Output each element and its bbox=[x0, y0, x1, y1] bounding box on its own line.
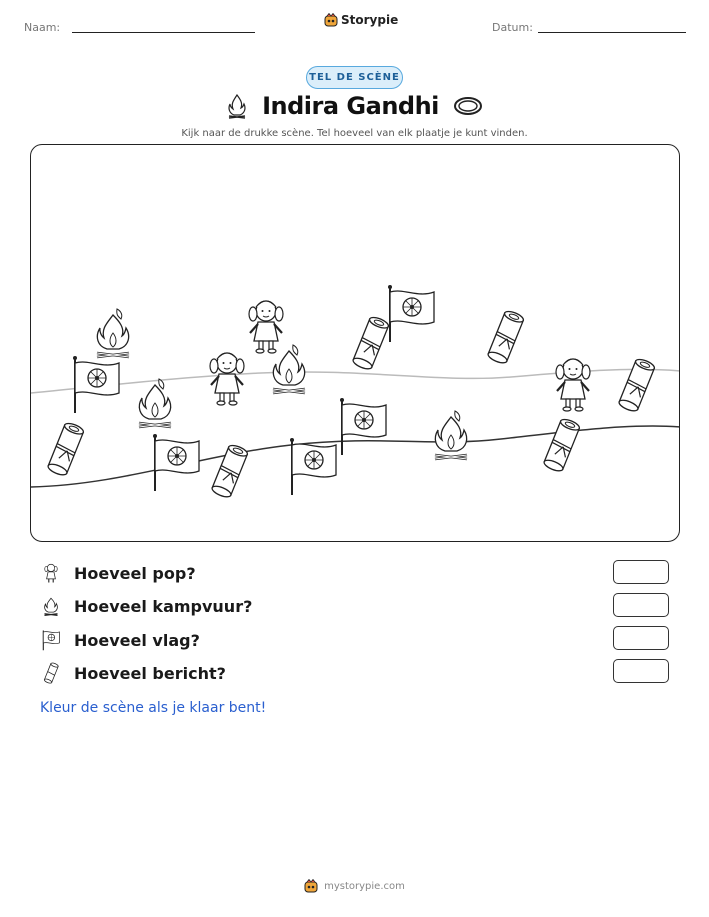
scroll-item bbox=[543, 417, 581, 473]
campfire-item bbox=[139, 379, 171, 427]
answer-box-doll[interactable] bbox=[613, 560, 669, 584]
doll-icon bbox=[40, 562, 62, 584]
flag-icon bbox=[40, 629, 62, 651]
flag-item bbox=[290, 438, 336, 495]
campfire-icon bbox=[40, 595, 62, 617]
storypie-logo-icon bbox=[304, 879, 318, 893]
coloring-instruction: Kleur de scène als je klaar bent! bbox=[40, 700, 267, 716]
question-doll bbox=[40, 560, 196, 586]
question-message bbox=[40, 660, 226, 686]
name-label: Naam: bbox=[24, 21, 61, 34]
date-label: Datum: bbox=[492, 21, 533, 34]
answer-box-campfire[interactable] bbox=[613, 593, 669, 617]
campfire-icon bbox=[226, 93, 248, 119]
brand-logo bbox=[324, 13, 398, 27]
doll-item bbox=[210, 353, 244, 405]
flag-item bbox=[153, 434, 199, 491]
counting-scene[interactable] bbox=[30, 144, 680, 542]
question-label: Hoeveel pop? bbox=[74, 563, 196, 583]
campfire-item bbox=[273, 345, 305, 393]
question-flag bbox=[40, 627, 200, 653]
campfire-item bbox=[435, 411, 467, 459]
scroll-item bbox=[47, 421, 85, 477]
answer-box-flag[interactable] bbox=[613, 626, 669, 650]
instructions: Kijk naar de drukke scène. Tel hoeveel van elk plaatje je kunt vinden. bbox=[181, 128, 528, 139]
page-title: Indira Gandhi bbox=[262, 92, 439, 120]
bangle-icon bbox=[453, 95, 483, 117]
footer bbox=[0, 879, 709, 893]
brand-name: Storypie bbox=[341, 13, 399, 27]
scroll-item bbox=[211, 443, 249, 499]
scene-drawing bbox=[31, 145, 680, 542]
title-row bbox=[0, 92, 709, 120]
answer-box-message[interactable] bbox=[613, 659, 669, 683]
scroll-item bbox=[618, 357, 656, 413]
activity-badge: TEL DE SCÈNE bbox=[306, 66, 403, 89]
campfire-item bbox=[97, 309, 129, 357]
question-label: Hoeveel bericht? bbox=[74, 663, 226, 683]
flag-item bbox=[388, 285, 434, 342]
footer-url[interactable]: mystorypie.com bbox=[324, 880, 405, 892]
storypie-logo-icon bbox=[324, 13, 338, 27]
scroll-item bbox=[487, 309, 525, 365]
question-campfire bbox=[40, 593, 252, 619]
question-label: Hoeveel vlag? bbox=[74, 630, 200, 650]
date-field[interactable] bbox=[538, 32, 686, 33]
flag-item bbox=[73, 356, 119, 413]
doll-item bbox=[556, 359, 590, 411]
doll-item bbox=[249, 301, 283, 353]
scroll-message-icon bbox=[40, 662, 62, 684]
flag-item bbox=[340, 398, 386, 455]
name-field[interactable] bbox=[72, 32, 255, 33]
scroll-item bbox=[352, 315, 390, 371]
question-label: Hoeveel kampvuur? bbox=[74, 596, 253, 616]
